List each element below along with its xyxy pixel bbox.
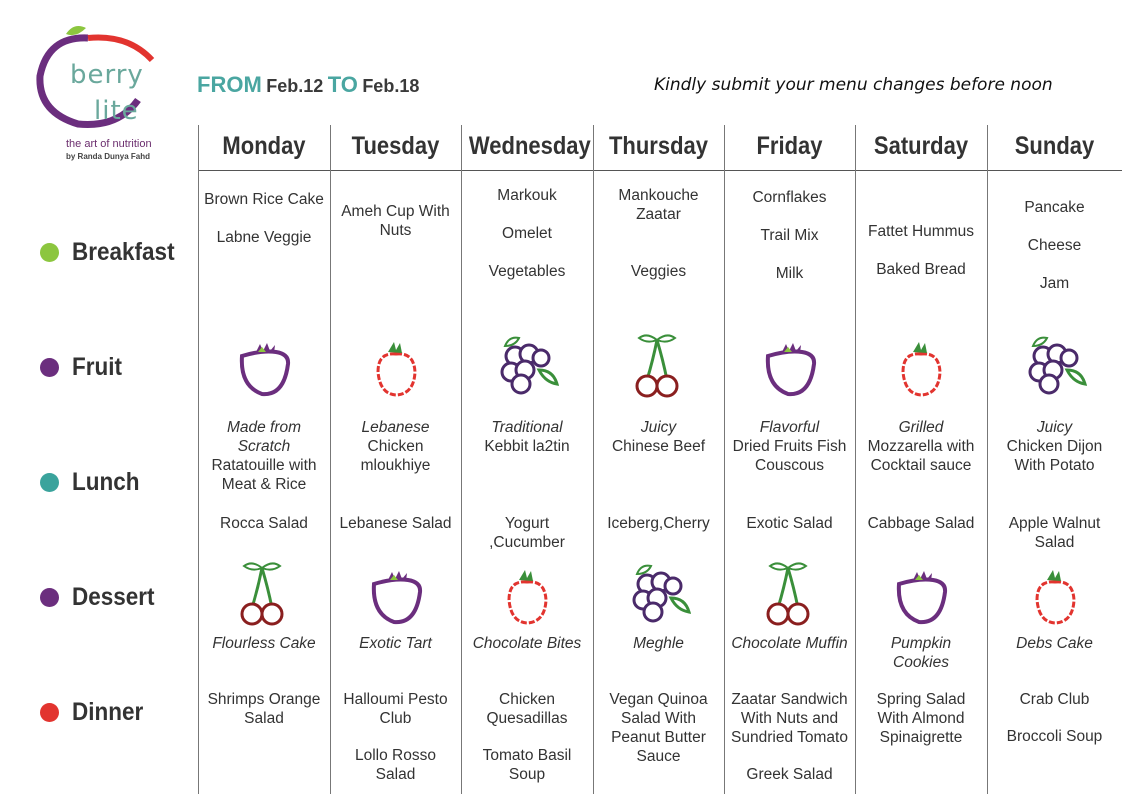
grapes-icon (495, 334, 559, 398)
raspberry-icon (364, 334, 428, 398)
breakfast-cell-line: Jam (1039, 275, 1070, 292)
to-label: TO (327, 72, 358, 97)
dessert-cell-line: Chocolate Bites (472, 635, 582, 652)
lunch-dish-name: Kebbit la2tin (484, 438, 570, 455)
dinner-cell (730, 690, 849, 784)
lunch-dish-name: Chinese Beef (611, 438, 706, 455)
lunch-cell (730, 418, 849, 475)
logo-byline: by Randa Dunya Fahd (66, 152, 151, 161)
lunch-salad-line: Rocca Salad (220, 515, 308, 532)
category-dessert (40, 582, 164, 612)
breakfast-cell-line: Markouk (497, 187, 557, 204)
category-label: Lunch (72, 467, 140, 496)
lunch-dish-descriptor: Grilled (898, 419, 944, 436)
dessert-cell (993, 634, 1116, 653)
lunch-salad (467, 514, 587, 552)
lunch-dish-name: Mozzarella with Cocktail sauce (867, 438, 975, 474)
dinner-cell-line: Vegan Quinoa Salad With Peanut Butter Sauce (609, 691, 708, 765)
breakfast-cell-line: Ameh Cup With Nuts (341, 203, 450, 239)
breakfast-cell-line: Trail Mix (760, 227, 819, 244)
dessert-cell-line: Chocolate Muffin (731, 635, 848, 652)
category-dot (40, 473, 59, 492)
lunch-cell (467, 418, 587, 456)
dinner-cell-line: Zaatar Sandwich With Nuts and Sundried Tomato (731, 691, 848, 746)
dessert-cell-line: Flourless Cake (212, 635, 316, 652)
lunch-salad-line: Iceberg,Cherry (607, 515, 710, 532)
category-label: Dessert (72, 582, 155, 611)
breakfast-cell-line: Fattet Hummus (868, 223, 974, 240)
dessert-cell (730, 634, 849, 653)
breakfast-cell (599, 186, 718, 281)
breakfast-cell-line: Cornflakes (752, 189, 827, 206)
dinner-cell-line: Halloumi Pesto Club (343, 691, 448, 727)
logo-line-2: lite (94, 96, 139, 126)
day-header-monday: Monday (222, 132, 306, 160)
dessert-cell-line: Exotic Tart (359, 635, 432, 652)
lunch-salad (336, 514, 455, 533)
dessert-cell (861, 634, 981, 672)
column-divider (461, 125, 462, 794)
day-header-thursday: Thursday (608, 132, 709, 160)
breakfast-cell-line: Labne Veggie (216, 229, 312, 246)
category-label: Fruit (72, 352, 122, 381)
cherry-icon (232, 562, 296, 626)
dessert-cell-line: Meghle (633, 635, 684, 652)
plum-icon (758, 334, 822, 398)
brand-logo (28, 20, 168, 170)
lunch-cell (861, 418, 981, 475)
dessert-cell (599, 634, 718, 653)
raspberry-icon (1023, 562, 1087, 626)
lunch-cell (204, 418, 324, 494)
logo-tagline: the art of nutrition (66, 138, 152, 150)
lunch-dish-descriptor: Flavorful (759, 419, 820, 436)
dinner-cell-line: Broccoli Soup (1006, 728, 1103, 745)
category-dot (40, 243, 59, 262)
lunch-salad (861, 514, 981, 533)
breakfast-cell-line: Pancake (1024, 199, 1085, 216)
plum-icon (364, 562, 428, 626)
lunch-dish-name: Chicken Dijon With Potato (1006, 438, 1103, 474)
lunch-salad-line: Lebanese Salad (339, 515, 452, 532)
dinner-cell (993, 690, 1116, 746)
dinner-cell-line: Greek Salad (746, 766, 833, 783)
breakfast-cell-line: Veggies (630, 263, 687, 280)
dinner-cell-line: Tomato Basil Soup (482, 747, 572, 783)
dessert-cell (467, 634, 587, 653)
dessert-cell-line: Pumpkin Cookies (890, 635, 952, 671)
column-divider (855, 125, 856, 794)
lunch-cell (336, 418, 455, 475)
lunch-cell (993, 418, 1116, 475)
plum-icon (889, 562, 953, 626)
breakfast-cell (204, 190, 324, 247)
day-header-saturday: Saturday (873, 132, 969, 160)
breakfast-cell (467, 186, 587, 281)
column-divider (330, 125, 331, 794)
grapes-icon (627, 562, 691, 626)
day-header-wednesday: Wednesday (468, 132, 591, 160)
lunch-salad-line: Cabbage Salad (867, 515, 975, 532)
from-date: Feb.12 (266, 76, 324, 96)
breakfast-cell-line: Vegetables (488, 263, 566, 280)
raspberry-icon (889, 334, 953, 398)
dinner-cell (204, 690, 324, 728)
logo-line-1: berry (70, 60, 144, 90)
raspberry-icon (495, 562, 559, 626)
dinner-cell (861, 690, 981, 747)
column-divider (987, 125, 988, 794)
category-label: Breakfast (72, 237, 175, 266)
breakfast-cell-line: Omelet (502, 225, 552, 242)
breakfast-cell-line: Baked Bread (876, 261, 966, 278)
breakfast-cell (861, 222, 981, 279)
day-header-friday: Friday (756, 132, 823, 160)
header-divider (198, 170, 1122, 171)
dessert-cell (336, 634, 455, 653)
date-range (197, 72, 419, 98)
dinner-cell-line: Spring Salad With Almond Spinaigrette (876, 691, 966, 746)
category-dot (40, 588, 59, 607)
dinner-cell (599, 690, 718, 766)
column-divider (593, 125, 594, 794)
breakfast-cell-line: Brown Rice Cake (204, 191, 324, 208)
cherry-icon (758, 562, 822, 626)
lunch-dish-name: Ratatouille with Meat & Rice (211, 457, 317, 493)
lunch-dish-name: Chicken mloukhiye (360, 438, 431, 474)
dessert-cell-line: Debs Cake (1016, 635, 1093, 652)
category-breakfast (40, 237, 186, 267)
category-label: Dinner (72, 697, 144, 726)
day-header-sunday: Sunday (1014, 132, 1095, 160)
lunch-salad-line: Yogurt ,Cucumber (489, 515, 565, 551)
breakfast-cell-line: Mankouche Zaatar (618, 187, 699, 223)
dinner-cell-line: Shrimps Orange Salad (207, 691, 321, 727)
day-header-tuesday: Tuesday (351, 132, 440, 160)
to-date: Feb.18 (362, 76, 420, 96)
lunch-salad (993, 514, 1116, 552)
category-dot (40, 703, 59, 722)
lunch-dish-descriptor: Juicy (640, 419, 677, 436)
breakfast-cell (993, 198, 1116, 293)
category-fruit (40, 352, 128, 382)
lunch-cell (599, 418, 718, 456)
breakfast-cell-line: Cheese (1027, 237, 1082, 254)
lunch-salad-line: Exotic Salad (746, 515, 833, 532)
lunch-salad (599, 514, 718, 533)
grapes-icon (1023, 334, 1087, 398)
breakfast-cell-line: Milk (775, 265, 804, 282)
lunch-salad (204, 514, 324, 533)
breakfast-cell (336, 202, 455, 240)
dinner-cell-line: Crab Club (1019, 691, 1090, 708)
category-dinner (40, 697, 151, 727)
lunch-salad-line: Apple Walnut Salad (1008, 515, 1101, 551)
column-divider (724, 125, 725, 794)
lunch-salad (730, 514, 849, 533)
dinner-cell (467, 690, 587, 784)
from-label: FROM (197, 72, 262, 97)
dinner-cell-line: Lollo Rosso Salad (355, 747, 436, 783)
cherry-icon (627, 334, 691, 398)
dessert-cell (204, 634, 324, 653)
category-dot (40, 358, 59, 377)
category-lunch (40, 467, 147, 497)
dinner-cell (336, 690, 455, 784)
lunch-dish-descriptor: Juicy (1036, 419, 1073, 436)
lunch-dish-name: Dried Fruits Fish Couscous (732, 438, 847, 474)
dinner-cell-line: Chicken Quesadillas (486, 691, 568, 727)
lunch-dish-descriptor: Traditional (491, 419, 563, 436)
submission-note: Kindly submit your menu changes before noon (654, 75, 1053, 95)
plum-icon (232, 334, 296, 398)
column-divider (198, 125, 199, 794)
breakfast-cell (730, 188, 849, 283)
lunch-dish-descriptor: Lebanese (361, 419, 430, 436)
lunch-dish-descriptor: Made from Scratch (226, 419, 302, 455)
